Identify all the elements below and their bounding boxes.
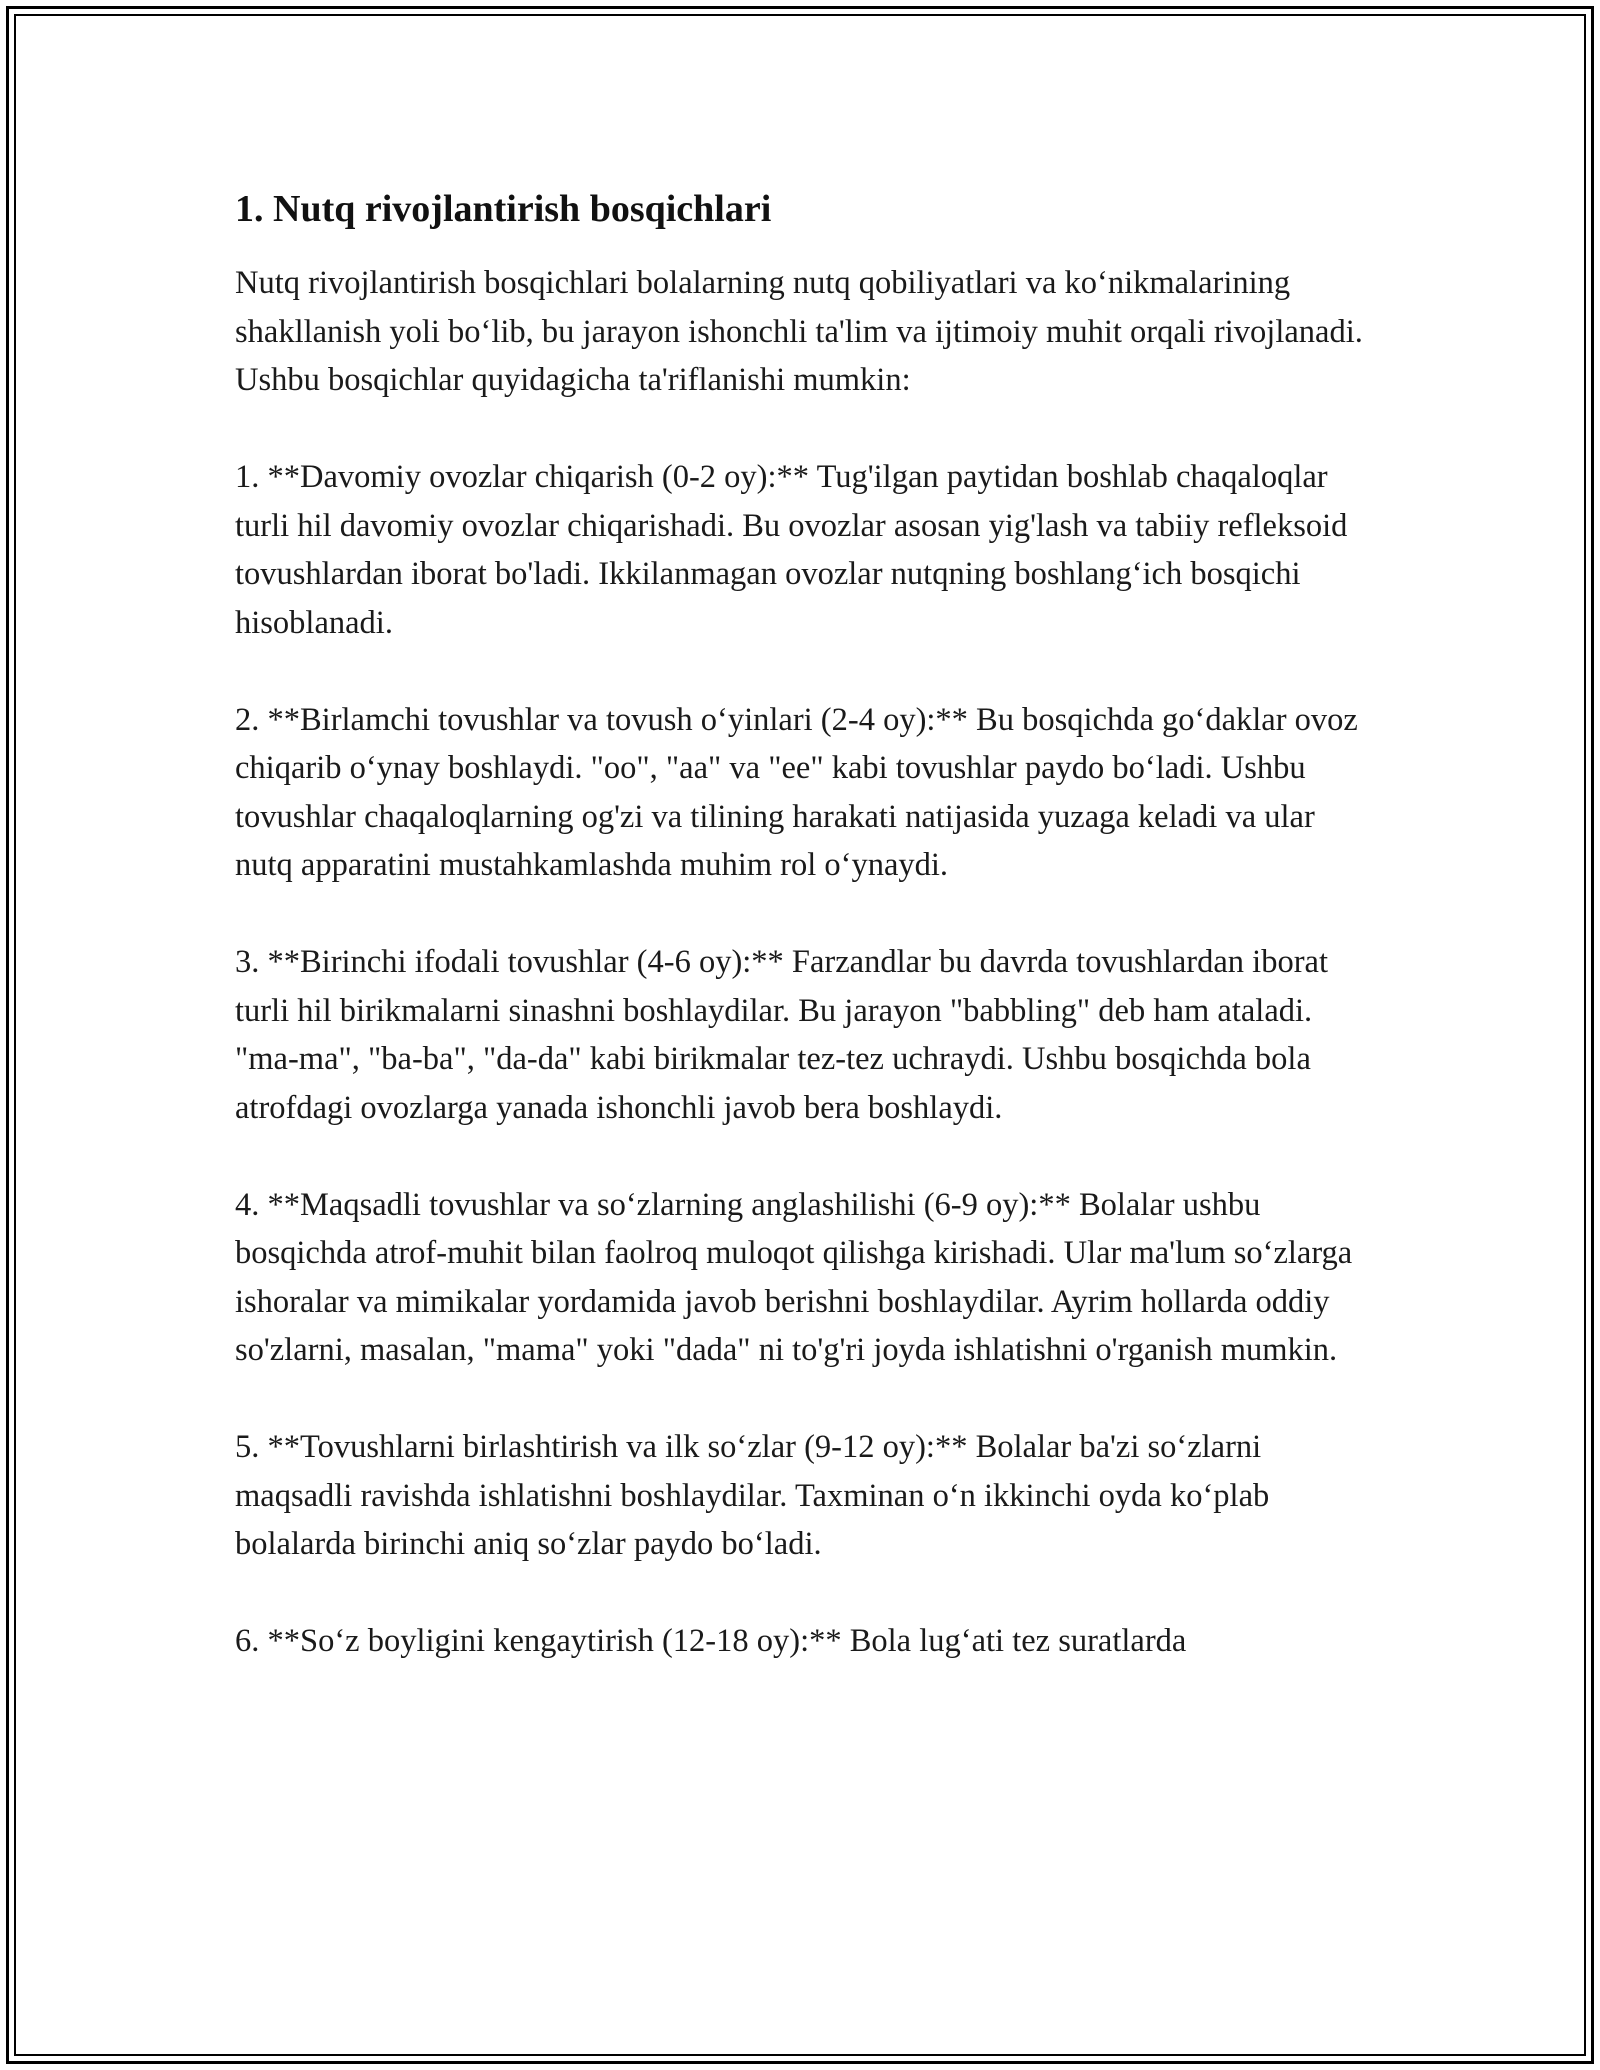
- intro-paragraph: Nutq rivojlantirish bosqichlari bolalarning nutq qobiliyatlari va ko‘nikmalarining shakllanish yoli bo‘lib, bu jarayon ishonchli ta'lim va ijtimoiy muhit orqali rivojlanadi. Ushbu bosqichlar quyidagicha ta'riflanishi mumkin:: [235, 265, 1363, 398]
- stage-4-paragraph: 4. **Maqsadli tovushlar va so‘zlarning anglashilishi (6-9 oy):** Bolalar ushbu bosqichda atrof-muhit bilan faolroq muloqot qilishga kirishadi. Ular ma'lum so‘zlarga ishoralar va mimikalar yordamida javob berishni boshlaydilar. Ayrim hollarda oddiy so'zlarni, masalan, "mama" yoki "dada" ni to'g'ri joyda ishlatishni o'rganish mumkin.: [235, 1186, 1353, 1368]
- section-title: 1. Nutq rivojlantirish bosqichlari: [235, 188, 772, 230]
- stage-6-paragraph: 6. **So‘z boyligini kengaytirish (12-18 oy):** Bola lug‘ati tez suratlarda: [235, 1623, 1187, 1659]
- stage-5-paragraph: 5. **Tovushlarni birlashtirish va ilk so‘zlar (9-12 oy):** Bolalar ba'zi so‘zlarni maqsadli ravishda ishlatishni boshlaydilar. Taxminan o‘n ikkinchi oyda ko‘plab bolalarda birinchi aniq so‘zlar paydo bo‘ladi.: [235, 1429, 1270, 1562]
- stage-3-paragraph: 3. **Birinchi ifodali tovushlar (4-6 oy):** Farzandlar bu davrda tovushlardan iborat turli hil birikmalarni sinashni boshlaydilar. Bu jarayon "babbling" deb ham ataladi. "ma-ma", "ba-ba", "da-da" kabi birikmalar tez-tez uchraydi. Ushbu bosqichda bola atrofdagi ovozlarga yanada ishonchli javob bera boshlaydi.: [235, 944, 1328, 1126]
- document-body: [235, 185, 1375, 1666]
- stage-2-paragraph: 2. **Birlamchi tovushlar va tovush o‘yinlari (2-4 oy):** Bu bosqichda go‘daklar ovoz chiqarib o‘ynay boshlaydi. "oo", "aa" va "ee" kabi tovushlar paydo bo‘ladi. Ushbu tovushlar chaqaloqlarning og'zi va tilining harakati natijasida yuzaga keladi va ular nutq apparatini mustahkamlashda muhim rol o‘ynaydi.: [235, 701, 1358, 883]
- stage-1-paragraph: 1. **Davomiy ovozlar chiqarish (0-2 oy):** Tug'ilgan paytidan boshlab chaqaloqlar turli hil davomiy ovozlar chiqarishadi. Bu ovozlar asosan yig'lash va tabiiy refleksoid tovushlardan iborat bo'ladi. Ikkilanmagan ovozlar nutqning boshlang‘ich bosqichi hisoblanadi.: [235, 459, 1348, 641]
